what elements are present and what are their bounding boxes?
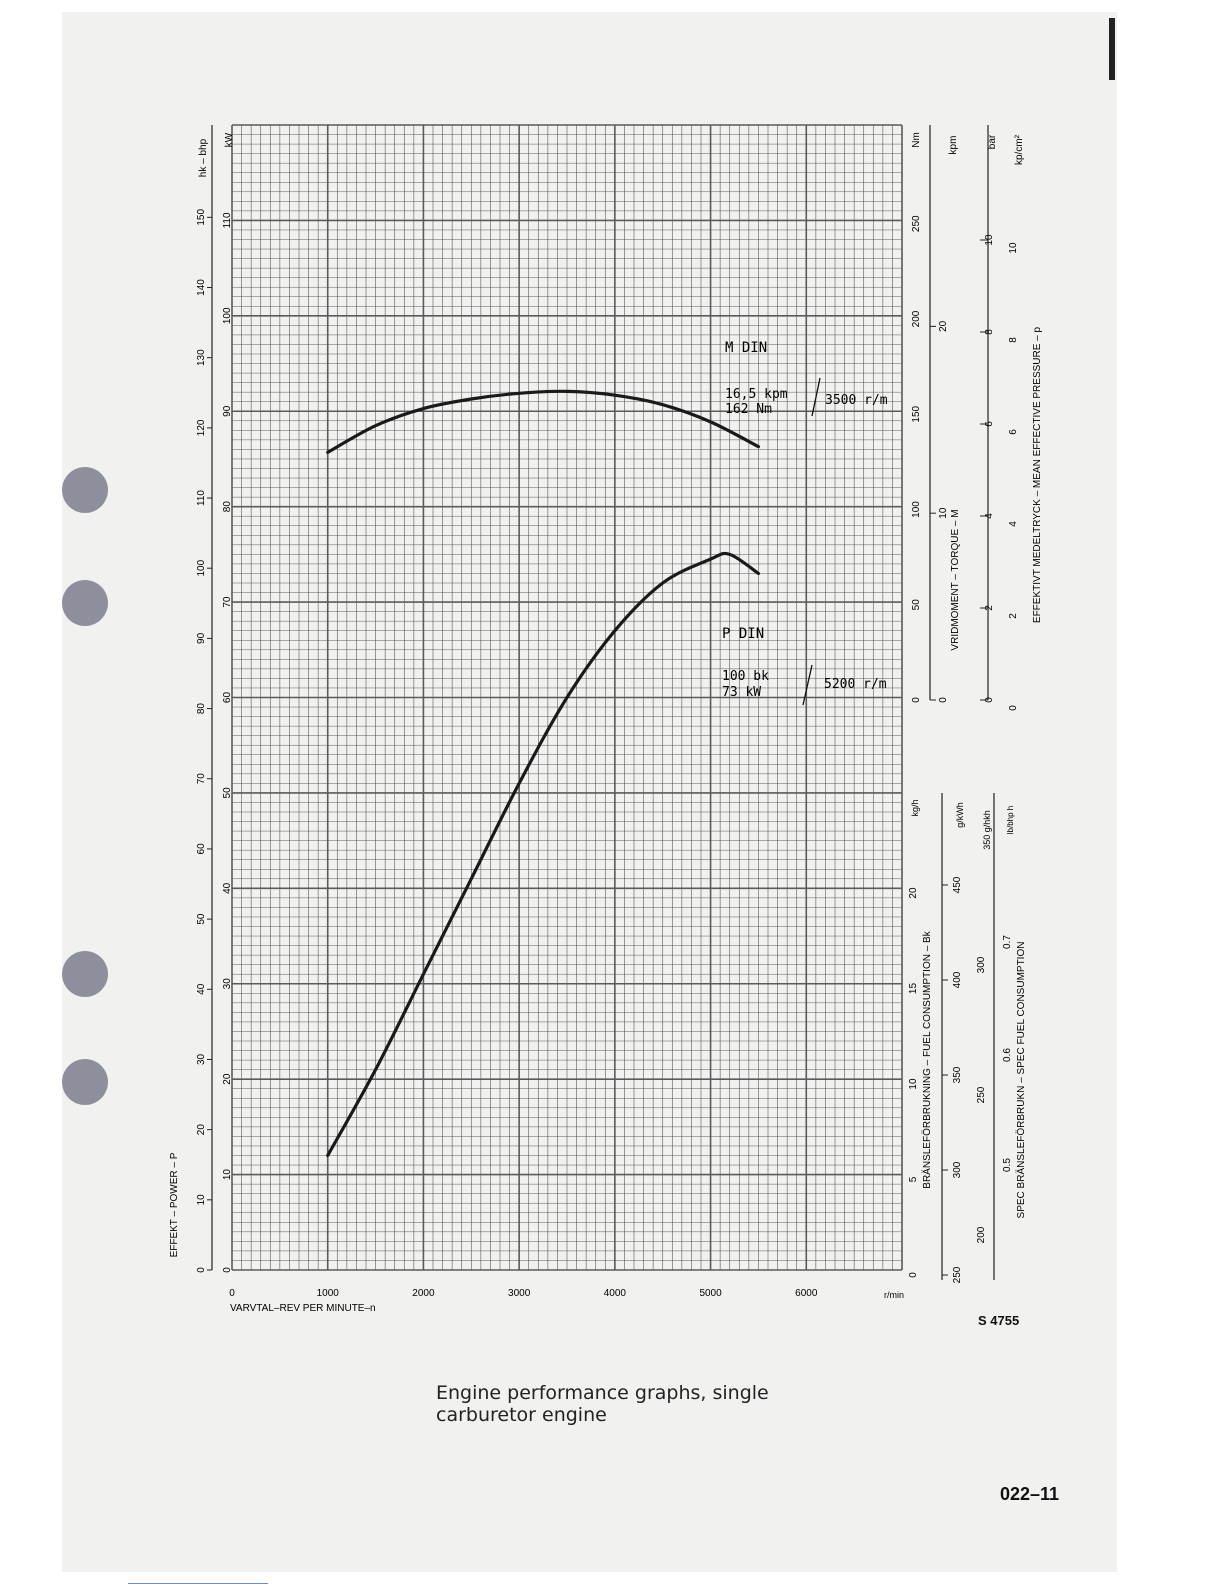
bar-tick-label: 0 bbox=[984, 697, 995, 703]
kw-tick-label: 100 bbox=[222, 307, 233, 325]
kpcm2-tick-label: 10 bbox=[1008, 242, 1019, 254]
fuel-tick-label: 5 bbox=[908, 1176, 919, 1183]
hp-axis-unit: hk – bhp bbox=[198, 138, 209, 178]
ghkh-tick-label: 300 bbox=[976, 956, 987, 974]
torque-annotation-kpm: 16,5 kpm bbox=[725, 387, 788, 402]
gkwh-tick-label: 300 bbox=[952, 1161, 963, 1179]
lb-tick-label: 0.6 bbox=[1002, 1048, 1013, 1062]
bar-tick-label: 4 bbox=[984, 513, 995, 519]
hp-tick-label: 150 bbox=[196, 208, 207, 226]
caption-line-1: Engine performance graphs, single bbox=[436, 1382, 769, 1404]
torque-curve bbox=[328, 391, 759, 452]
fuel-axis-title: BRÄNSLEFÖRBRUKNING – FUEL CONSUMPTION – Bk bbox=[922, 931, 933, 1189]
gkwh-tick-label: 250 bbox=[952, 1266, 963, 1284]
kw-tick-label: 20 bbox=[222, 1073, 233, 1085]
kpcm2-tick-label: 0 bbox=[1008, 705, 1019, 711]
gkwh-tick-label: 450 bbox=[952, 876, 963, 894]
torque-annotation-name: M DIN bbox=[725, 340, 768, 356]
x-tick-label: 4000 bbox=[603, 1288, 626, 1299]
kw-tick-label: 40 bbox=[222, 882, 233, 894]
bar-axis-unit: bar bbox=[987, 134, 998, 150]
hp-tick-label: 110 bbox=[196, 490, 207, 507]
caption-line-2: carburetor engine bbox=[436, 1404, 607, 1426]
bar-tick-label: 10 bbox=[984, 234, 995, 246]
hp-tick-label: 90 bbox=[196, 632, 207, 644]
kw-tick-label: 60 bbox=[222, 691, 233, 704]
kpcm2-tick-label: 4 bbox=[1008, 521, 1019, 527]
fuel-tick-label: 10 bbox=[908, 1078, 919, 1090]
power-annotation-rpm: 5200 r/m bbox=[824, 677, 887, 692]
fuel-tick-label: 20 bbox=[908, 887, 919, 899]
nm-tick-label: 50 bbox=[911, 599, 922, 611]
kw-tick-label: 50 bbox=[222, 787, 233, 799]
ghkh-tick-label: 200 bbox=[976, 1226, 987, 1244]
x-tick-label: 3000 bbox=[508, 1288, 531, 1299]
hp-tick-label: 80 bbox=[196, 703, 207, 715]
kw-tick-label: 90 bbox=[222, 405, 233, 417]
x-axis-unit: r/min bbox=[884, 1290, 904, 1300]
nm-axis-unit: Nm bbox=[911, 132, 922, 148]
bar-tick-label: 8 bbox=[984, 329, 995, 335]
gkwh-tick-label: 350 bbox=[952, 1066, 963, 1084]
ghkh-axis-unit: 350 g/hkh bbox=[982, 810, 992, 850]
lb-axis-unit: lb/bhp h bbox=[1006, 805, 1015, 835]
fuel-tick-label: 15 bbox=[908, 982, 919, 995]
power-annotation-kw: 73 kW bbox=[722, 685, 762, 700]
power-annotation-hp: 100 bk bbox=[722, 669, 769, 684]
fuel-tick-label: 0 bbox=[908, 1272, 919, 1278]
footer-link-line bbox=[128, 1583, 268, 1584]
figure-caption bbox=[436, 1382, 796, 1426]
pressure-axis-title: EFFEKTIVT MEDELTRYCK – MEAN EFFECTIVE PRESSURE – p bbox=[1032, 326, 1043, 624]
hp-tick-label: 70 bbox=[196, 773, 207, 785]
x-tick-label: 0 bbox=[229, 1288, 235, 1299]
torque-annotation-rpm: 3500 r/m bbox=[825, 393, 888, 408]
torque-axis-title: VRIDMOMENT – TORQUE – M bbox=[950, 509, 961, 651]
bar-tick-label: 2 bbox=[984, 605, 995, 611]
kw-tick-label: 30 bbox=[222, 978, 233, 990]
nm-tick-label: 150 bbox=[911, 405, 922, 423]
x-tick-label: 2000 bbox=[412, 1288, 435, 1299]
hp-tick-label: 120 bbox=[196, 419, 207, 437]
gkwh-axis-unit: g/kWh bbox=[955, 802, 965, 828]
kpcm2-axis-unit: kp/cm² bbox=[1014, 135, 1025, 165]
power-axis-title: EFFEKT – POWER – P bbox=[169, 1152, 180, 1258]
hp-tick-label: 50 bbox=[196, 913, 207, 925]
kw-tick-label: 80 bbox=[222, 501, 233, 513]
nm-tick-label: 200 bbox=[911, 310, 922, 328]
kw-tick-label: 110 bbox=[222, 212, 233, 229]
hp-tick-label: 40 bbox=[196, 983, 207, 995]
nm-tick-label: 100 bbox=[911, 501, 922, 518]
kw-axis-unit: kW bbox=[224, 132, 235, 148]
hp-tick-label: 30 bbox=[196, 1053, 207, 1066]
hp-tick-label: 140 bbox=[196, 279, 207, 296]
kpm-tick-label: 0 bbox=[938, 697, 949, 703]
x-tick-label: 5000 bbox=[699, 1288, 722, 1299]
kw-tick-label: 70 bbox=[222, 596, 233, 608]
kpcm2-tick-label: 8 bbox=[1008, 337, 1019, 343]
page-number: 022–11 bbox=[1000, 1484, 1060, 1504]
power-curve bbox=[328, 553, 762, 1155]
lb-tick-label: 0.7 bbox=[1002, 935, 1013, 949]
kpm-tick-label: 10 bbox=[938, 507, 949, 519]
hp-tick-label: 0 bbox=[196, 1267, 207, 1273]
hp-tick-label: 60 bbox=[196, 843, 207, 855]
kpm-axis-unit: kpm bbox=[948, 135, 959, 155]
gkwh-tick-label: 400 bbox=[952, 971, 963, 989]
figure-code: S 4755 bbox=[978, 1313, 1020, 1328]
power-annotation-name: P DIN bbox=[722, 626, 765, 642]
fuel-axis-unit: kg/h bbox=[910, 799, 920, 817]
nm-tick-label: 250 bbox=[911, 215, 922, 233]
x-axis-title: VARVTAL–REV PER MINUTE–n bbox=[230, 1303, 376, 1314]
kw-tick-label: 0 bbox=[222, 1267, 233, 1273]
hp-tick-label: 100 bbox=[196, 559, 207, 577]
lb-tick-label: 0.5 bbox=[1002, 1158, 1013, 1172]
bar-tick-label: 6 bbox=[984, 421, 995, 427]
torque-annotation-nm: 162 Nm bbox=[725, 402, 772, 417]
hp-tick-label: 10 bbox=[196, 1194, 207, 1206]
kpm-tick-label: 20 bbox=[938, 320, 949, 332]
power-annotation-slash bbox=[803, 665, 812, 705]
hp-tick-label: 20 bbox=[196, 1124, 207, 1136]
x-tick-label: 6000 bbox=[795, 1288, 818, 1299]
kw-tick-label: 10 bbox=[222, 1169, 233, 1181]
spec-fuel-axis-title: SPEC BRÄNSLEFÖRBRUKN – SPEC FUEL CONSUMPTION bbox=[1016, 941, 1027, 1219]
kpcm2-tick-label: 2 bbox=[1008, 613, 1019, 619]
x-tick-label: 1000 bbox=[316, 1288, 339, 1299]
kpcm2-tick-label: 6 bbox=[1008, 429, 1019, 435]
nm-tick-label: 0 bbox=[911, 697, 922, 703]
hp-tick-label: 130 bbox=[196, 349, 207, 367]
ghkh-tick-label: 250 bbox=[976, 1086, 987, 1104]
